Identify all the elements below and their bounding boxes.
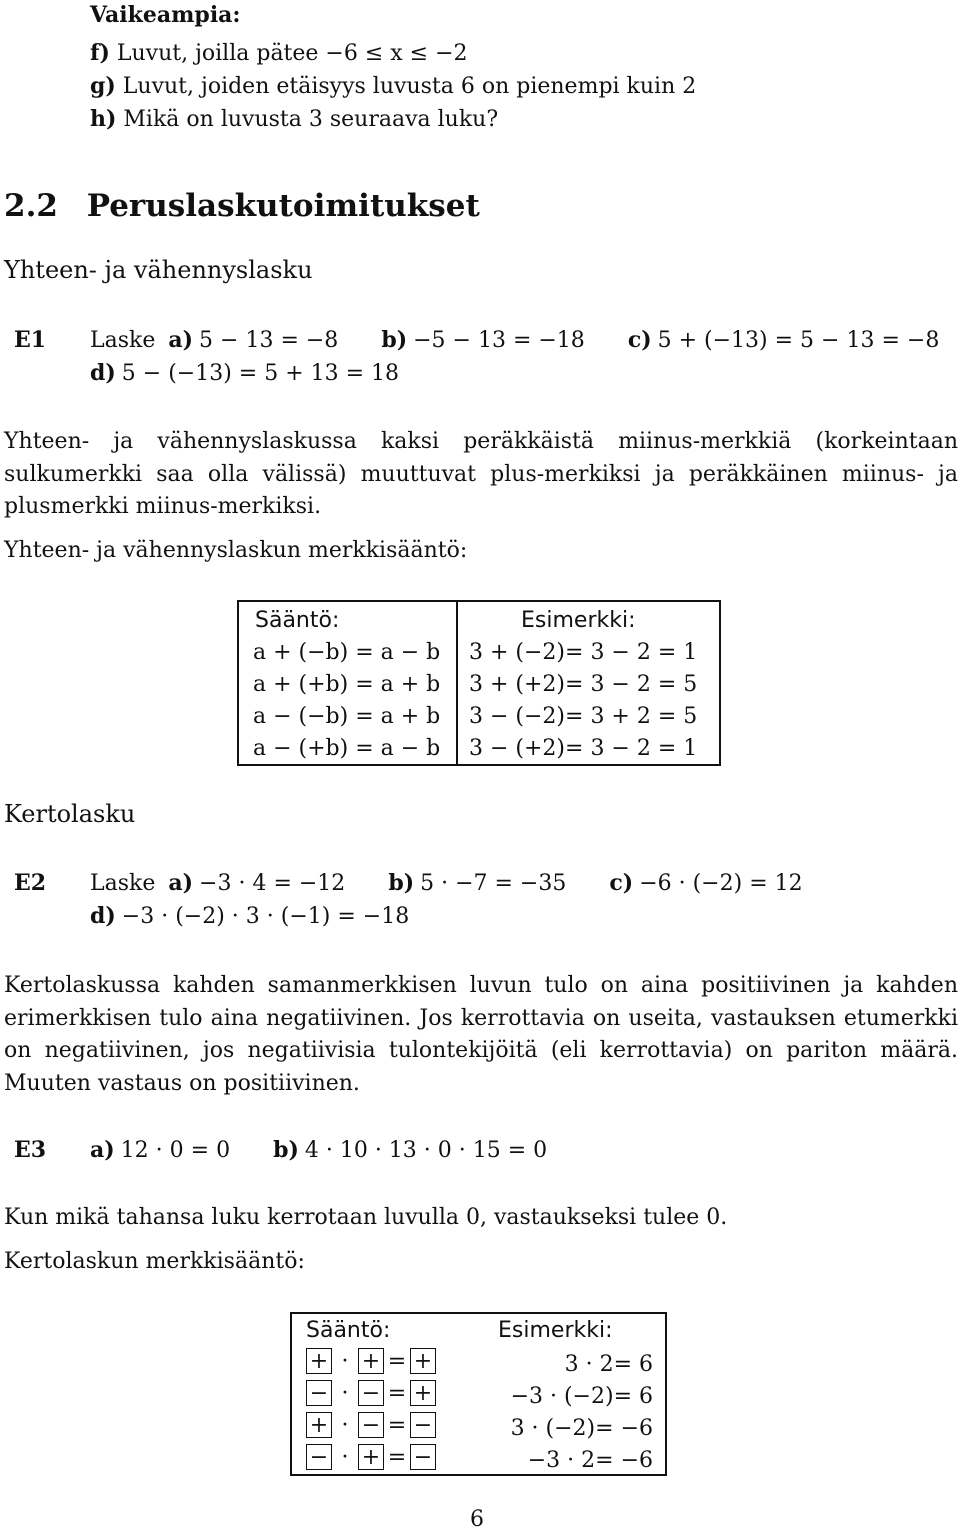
equals-operator: = xyxy=(387,1380,407,1406)
table-rule-cell: a + (−b) = a − b xyxy=(253,640,441,665)
exercise-label-e3: E3 xyxy=(14,1137,47,1163)
sign-box: − xyxy=(306,1380,332,1406)
part-label: c) xyxy=(627,327,652,353)
exercise-label-e1: E1 xyxy=(14,327,47,353)
table-example-cell: −3 · 2= −6 xyxy=(527,1448,653,1473)
table-example-cell: 3 · (−2)= −6 xyxy=(510,1416,653,1441)
table-header-rule: Sääntö: xyxy=(306,1318,391,1343)
sign-rule-row xyxy=(306,1444,436,1470)
item-label: g) xyxy=(90,73,116,99)
sign-box: + xyxy=(410,1380,436,1406)
section-number: 2.2 xyxy=(4,188,58,224)
exercise-label-e2: E2 xyxy=(14,870,47,896)
equals-operator: = xyxy=(387,1444,407,1470)
part-expr: 5 − 13 = −8 xyxy=(199,328,339,353)
exercise-e2-line1 xyxy=(90,870,809,896)
table-example-cell: −3 · (−2)= 6 xyxy=(510,1384,653,1409)
part-expr: 5 + (−13) = 5 − 13 = −8 xyxy=(657,328,940,353)
dot-operator: · xyxy=(341,1348,349,1374)
vaikeampia-title: Vaikeampia: xyxy=(90,2,241,28)
subsection-heading-kertolasku: Kertolasku xyxy=(4,800,136,828)
table-rule-cell: a − (−b) = a + b xyxy=(253,704,441,729)
part-label: d) xyxy=(90,360,116,386)
sign-rule-row xyxy=(306,1348,436,1374)
part-label: a) xyxy=(90,1137,115,1163)
sign-box: − xyxy=(306,1444,332,1470)
exercise-e3-line1 xyxy=(90,1137,553,1163)
table-header-example: Esimerkki: xyxy=(498,1318,613,1343)
part-expr: −6 · (−2) = 12 xyxy=(639,871,803,896)
exercise-e1-line1 xyxy=(90,327,945,353)
item-text: Luvut, joilla pätee −6 ≤ x ≤ −2 xyxy=(116,41,468,66)
part-expr: 5 − (−13) = 5 + 13 = 18 xyxy=(121,361,400,386)
part-label: b) xyxy=(381,327,408,353)
table-example-cell: 3 + (+2)= 3 − 2 = 5 xyxy=(469,672,698,697)
part-expr: −3 · 4 = −12 xyxy=(199,871,346,896)
equals-operator: = xyxy=(387,1412,407,1438)
paragraph-addition-rule: Yhteen- ja vähennyslaskussa kaksi peräkkäistä miinus-merkkiä (korkeintaan sulkumerkki saa olla välissä) muuttuvat plus-merkiksi ja peräkkäinen miinus- ja plusmerkki miinus-merkiksi. xyxy=(4,429,958,519)
sign-box: − xyxy=(410,1412,436,1438)
item-text: Mikä on luvusta 3 seuraava luku? xyxy=(123,107,499,132)
sign-box: + xyxy=(306,1412,332,1438)
sign-box: − xyxy=(410,1444,436,1470)
part-label: a) xyxy=(168,870,194,896)
sign-box: + xyxy=(358,1348,384,1374)
table-rule-cell: a + (+b) = a + b xyxy=(253,672,441,697)
part-label: b) xyxy=(388,870,415,896)
part-expr: −5 − 13 = −18 xyxy=(413,328,585,353)
exercise-intro: Laske xyxy=(90,328,156,353)
sign-rule-row xyxy=(306,1412,436,1438)
dot-operator: · xyxy=(341,1412,349,1438)
part-expr: 4 · 10 · 13 · 0 · 15 = 0 xyxy=(304,1138,548,1163)
rule-title-addition: Yhteen- ja vähennyslaskun merkkisääntö: xyxy=(4,538,468,563)
table-divider xyxy=(456,602,458,764)
table-example-cell: 3 − (−2)= 3 + 2 = 5 xyxy=(469,704,698,729)
subsection-heading-yhteen: Yhteen- ja vähennyslasku xyxy=(4,256,313,284)
exercise-e2-line2 xyxy=(90,903,415,929)
section-title: Peruslaskutoimitukset xyxy=(86,188,480,224)
sign-box: − xyxy=(358,1380,384,1406)
sign-box: + xyxy=(306,1348,332,1374)
multiplication-sign-rule-table xyxy=(290,1312,667,1476)
exercise-e1-line2 xyxy=(90,360,405,386)
page-number: 6 xyxy=(470,1507,484,1532)
sign-box: + xyxy=(358,1444,384,1470)
table-example-cell: 3 + (−2)= 3 − 2 = 1 xyxy=(469,640,698,665)
dot-operator: · xyxy=(341,1444,349,1470)
item-label: f) xyxy=(90,40,110,66)
table-header-rule: Sääntö: xyxy=(255,608,340,633)
sign-box: + xyxy=(410,1348,436,1374)
exercise-item-f xyxy=(90,40,468,66)
table-rule-cell: a − (+b) = a − b xyxy=(253,736,441,761)
exercise-intro: Laske xyxy=(90,871,156,896)
part-expr: −3 · (−2) · 3 · (−1) = −18 xyxy=(121,904,410,929)
part-label: a) xyxy=(168,327,194,353)
dot-operator: · xyxy=(341,1380,349,1406)
part-expr: 5 · −7 = −35 xyxy=(420,871,567,896)
part-label: d) xyxy=(90,903,116,929)
part-label: b) xyxy=(273,1137,299,1163)
table-example-cell: 3 · 2= 6 xyxy=(564,1352,653,1377)
part-expr: 12 · 0 = 0 xyxy=(120,1138,231,1163)
paragraph-multiplication-rule: Kertolaskussa kahden samanmerkkisen luvun tulo on aina positiivinen ja kahden erimerkkisen tulo aina negatiivinen. Jos kerrottavia on useita, vastauksen etumerkki on negatiivinen, jos negatiivisia tulontekijöitä (eli kerrottavia) on pariton määrä. Muuten vastaus on positiivinen. xyxy=(4,973,958,1096)
table-header-example: Esimerkki: xyxy=(521,608,636,633)
addition-sign-rule-table xyxy=(237,600,721,766)
table-example-cell: 3 − (+2)= 3 − 2 = 1 xyxy=(469,736,698,761)
part-label: c) xyxy=(609,870,634,896)
paragraph-zero-rule: Kun mikä tahansa luku kerrotaan luvulla 0, vastaukseksi tulee 0. xyxy=(4,1205,728,1230)
sign-box: − xyxy=(358,1412,384,1438)
exercise-item-h xyxy=(90,106,498,132)
equals-operator: = xyxy=(387,1348,407,1374)
item-label: h) xyxy=(90,106,117,132)
sign-rule-row xyxy=(306,1380,436,1406)
item-text: Luvut, joiden etäisyys luvusta 6 on pienempi kuin 2 xyxy=(122,74,697,99)
exercise-item-g xyxy=(90,73,696,99)
section-heading xyxy=(4,188,480,224)
rule-title-multiplication: Kertolaskun merkkisääntö: xyxy=(4,1249,305,1274)
